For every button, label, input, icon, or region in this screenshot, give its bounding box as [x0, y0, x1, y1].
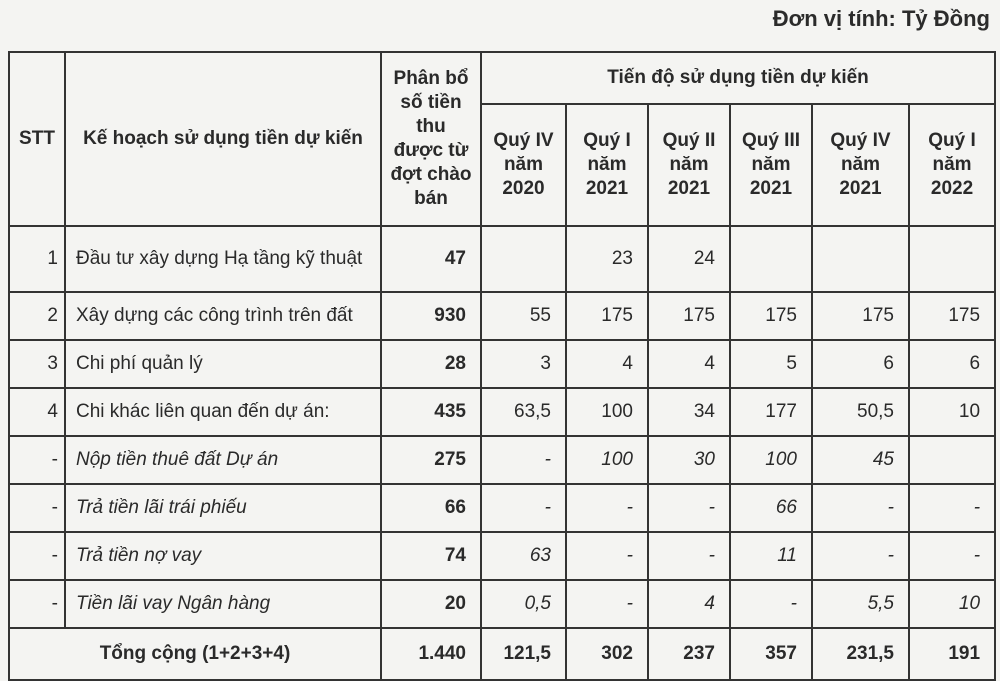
row-quarter-value: -: [812, 532, 909, 580]
row-stt: 4: [9, 388, 65, 436]
table-row: [9, 226, 995, 292]
row-quarter-value: -: [909, 532, 995, 580]
row-quarter-value: 63: [481, 532, 566, 580]
row-plan-name: Xây dựng các công trình trên đất: [65, 292, 381, 340]
row-allocation: 275: [381, 436, 481, 484]
row-quarter-value: 100: [566, 436, 648, 484]
total-quarter-value: 237: [648, 628, 730, 680]
row-quarter-value: 6: [909, 340, 995, 388]
header-quarter: Quý III năm 2021: [730, 104, 812, 226]
table-row: [9, 484, 995, 532]
row-quarter-value: 63,5: [481, 388, 566, 436]
total-label: Tổng cộng (1+2+3+4): [9, 628, 381, 680]
row-allocation: 435: [381, 388, 481, 436]
table-row: [9, 580, 995, 628]
total-quarter-value: 191: [909, 628, 995, 680]
row-quarter-value: [812, 226, 909, 292]
header-schedule: Tiến độ sử dụng tiền dự kiến: [481, 52, 995, 104]
row-quarter-value: [909, 226, 995, 292]
header-quarter: Quý I năm 2022: [909, 104, 995, 226]
row-stt: -: [9, 484, 65, 532]
row-allocation: 20: [381, 580, 481, 628]
row-allocation: 74: [381, 532, 481, 580]
row-quarter-value: 4: [648, 340, 730, 388]
row-quarter-value: [481, 226, 566, 292]
total-allocation: 1.440: [381, 628, 481, 680]
header-plan: Kế hoạch sử dụng tiền dự kiến: [65, 52, 381, 226]
row-quarter-value: 10: [909, 388, 995, 436]
row-quarter-value: 34: [648, 388, 730, 436]
total-quarter-value: 231,5: [812, 628, 909, 680]
row-quarter-value: 6: [812, 340, 909, 388]
total-quarter-value: 121,5: [481, 628, 566, 680]
row-plan-name: Chi khác liên quan đến dự án:: [65, 388, 381, 436]
row-quarter-value: -: [481, 484, 566, 532]
table-row: [9, 340, 995, 388]
row-quarter-value: 0,5: [481, 580, 566, 628]
row-allocation: 47: [381, 226, 481, 292]
header-quarter: Quý II năm 2021: [648, 104, 730, 226]
row-quarter-value: -: [730, 580, 812, 628]
row-quarter-value: 175: [566, 292, 648, 340]
row-allocation: 930: [381, 292, 481, 340]
row-quarter-value: -: [481, 436, 566, 484]
row-quarter-value: 30: [648, 436, 730, 484]
row-quarter-value: 175: [648, 292, 730, 340]
row-plan-name: Đầu tư xây dựng Hạ tầng kỹ thuật: [65, 226, 381, 292]
row-plan-name: Nộp tiền thuê đất Dự án: [65, 436, 381, 484]
total-quarter-value: 357: [730, 628, 812, 680]
header-stt: STT: [9, 52, 65, 226]
row-allocation: 66: [381, 484, 481, 532]
row-plan-name: Tiền lãi vay Ngân hàng: [65, 580, 381, 628]
row-quarter-value: 4: [566, 340, 648, 388]
row-stt: -: [9, 580, 65, 628]
row-quarter-value: 50,5: [812, 388, 909, 436]
row-quarter-value: -: [566, 532, 648, 580]
row-allocation: 28: [381, 340, 481, 388]
header-quarter: Quý IV năm 2020: [481, 104, 566, 226]
row-quarter-value: 11: [730, 532, 812, 580]
row-quarter-value: 55: [481, 292, 566, 340]
header-quarter: Quý IV năm 2021: [812, 104, 909, 226]
row-stt: 1: [9, 226, 65, 292]
row-quarter-value: -: [648, 484, 730, 532]
row-quarter-value: -: [812, 484, 909, 532]
row-quarter-value: 100: [566, 388, 648, 436]
table-row: [9, 388, 995, 436]
row-plan-name: Trả tiền lãi trái phiếu: [65, 484, 381, 532]
row-quarter-value: [730, 226, 812, 292]
row-quarter-value: 10: [909, 580, 995, 628]
row-quarter-value: 3: [481, 340, 566, 388]
row-quarter-value: 100: [730, 436, 812, 484]
row-quarter-value: -: [909, 484, 995, 532]
row-quarter-value: 4: [648, 580, 730, 628]
row-quarter-value: 177: [730, 388, 812, 436]
row-quarter-value: 23: [566, 226, 648, 292]
row-quarter-value: [909, 436, 995, 484]
row-plan-name: Chi phí quản lý: [65, 340, 381, 388]
table-row: [9, 292, 995, 340]
header-allocation: Phân bổ số tiền thu được từ đợt chào bán: [381, 52, 481, 226]
row-quarter-value: 66: [730, 484, 812, 532]
row-quarter-value: 5: [730, 340, 812, 388]
table-row: [9, 436, 995, 484]
row-stt: -: [9, 436, 65, 484]
row-stt: 3: [9, 340, 65, 388]
row-quarter-value: 24: [648, 226, 730, 292]
total-quarter-value: 302: [566, 628, 648, 680]
row-plan-name: Trả tiền nợ vay: [65, 532, 381, 580]
row-quarter-value: 175: [909, 292, 995, 340]
unit-label: Đơn vị tính: Tỷ Đồng: [772, 6, 990, 31]
row-stt: -: [9, 532, 65, 580]
table-row: [9, 532, 995, 580]
row-quarter-value: -: [648, 532, 730, 580]
funding-plan-table: [8, 51, 996, 681]
header-quarter: Quý I năm 2021: [566, 104, 648, 226]
row-quarter-value: 5,5: [812, 580, 909, 628]
total-row: [9, 628, 995, 680]
row-quarter-value: -: [566, 484, 648, 532]
row-quarter-value: -: [566, 580, 648, 628]
row-quarter-value: 175: [812, 292, 909, 340]
row-quarter-value: 45: [812, 436, 909, 484]
row-quarter-value: 175: [730, 292, 812, 340]
row-stt: 2: [9, 292, 65, 340]
